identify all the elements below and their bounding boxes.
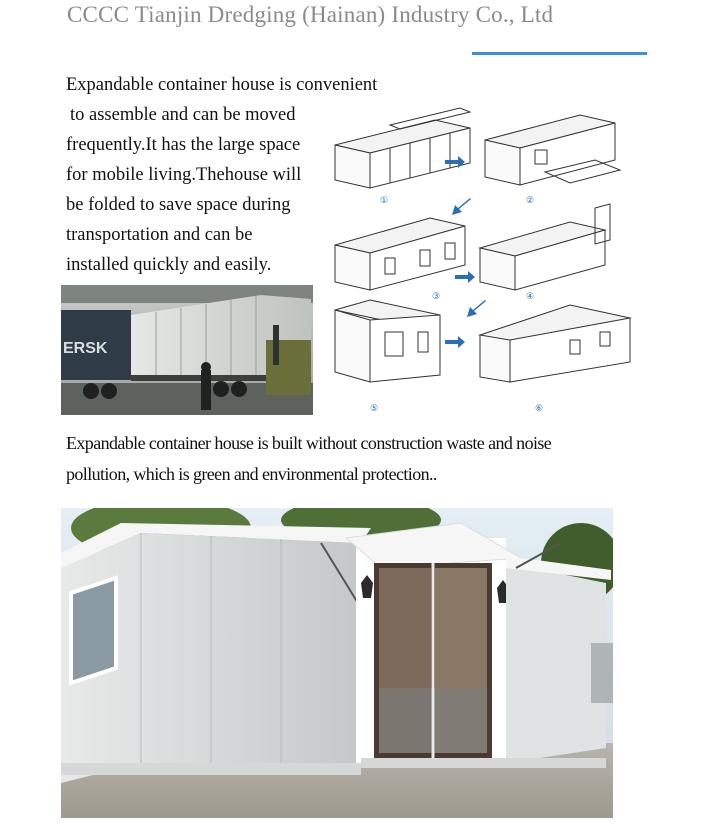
assembly-steps-diagram xyxy=(330,100,640,420)
header-accent-line xyxy=(472,52,647,55)
intro-line: Expandable container house is convenient xyxy=(66,75,378,95)
arrow-right-icon xyxy=(455,271,475,283)
step-5-drawing xyxy=(335,300,440,382)
step-number: ① xyxy=(380,195,389,205)
arrow-right-icon xyxy=(445,336,465,348)
step-2-drawing xyxy=(485,115,620,185)
intro-line: to assemble and can be moved xyxy=(70,105,296,125)
intro-line: be folded to save space during xyxy=(66,195,291,215)
intro-line: installed quickly and easily. xyxy=(66,255,272,275)
step-number: ⑥ xyxy=(535,403,544,413)
paragraph-line: pollution, which is green and environmental protection.. xyxy=(66,464,437,484)
step-number: ③ xyxy=(432,291,441,301)
step-number: ④ xyxy=(526,291,535,301)
step-4-drawing xyxy=(480,204,610,290)
environment-paragraph xyxy=(66,428,656,490)
step-number: ② xyxy=(526,195,535,205)
paragraph-line: Expandable container house is built without construction waste and noise xyxy=(66,433,552,453)
container-house-photo xyxy=(61,508,613,818)
step-6-drawing xyxy=(480,305,630,382)
arrow-down-left-icon xyxy=(467,300,486,317)
intro-line: for mobile living.Thehouse will xyxy=(66,165,302,185)
intro-line: transportation and can be xyxy=(66,225,253,245)
intro-line: frequently.It has the large space xyxy=(66,135,301,155)
step-number: ⑤ xyxy=(370,403,379,413)
step-1-drawing xyxy=(335,108,470,188)
arrow-down-left-icon xyxy=(452,198,471,215)
company-name: CCCC Tianjin Dredging (Hainan) Industry Co., Ltd xyxy=(67,2,554,27)
intro-paragraph xyxy=(66,70,378,280)
truck-loading-photo xyxy=(61,285,313,415)
container-label: ERSK xyxy=(63,340,108,357)
step-3-drawing xyxy=(335,218,465,290)
